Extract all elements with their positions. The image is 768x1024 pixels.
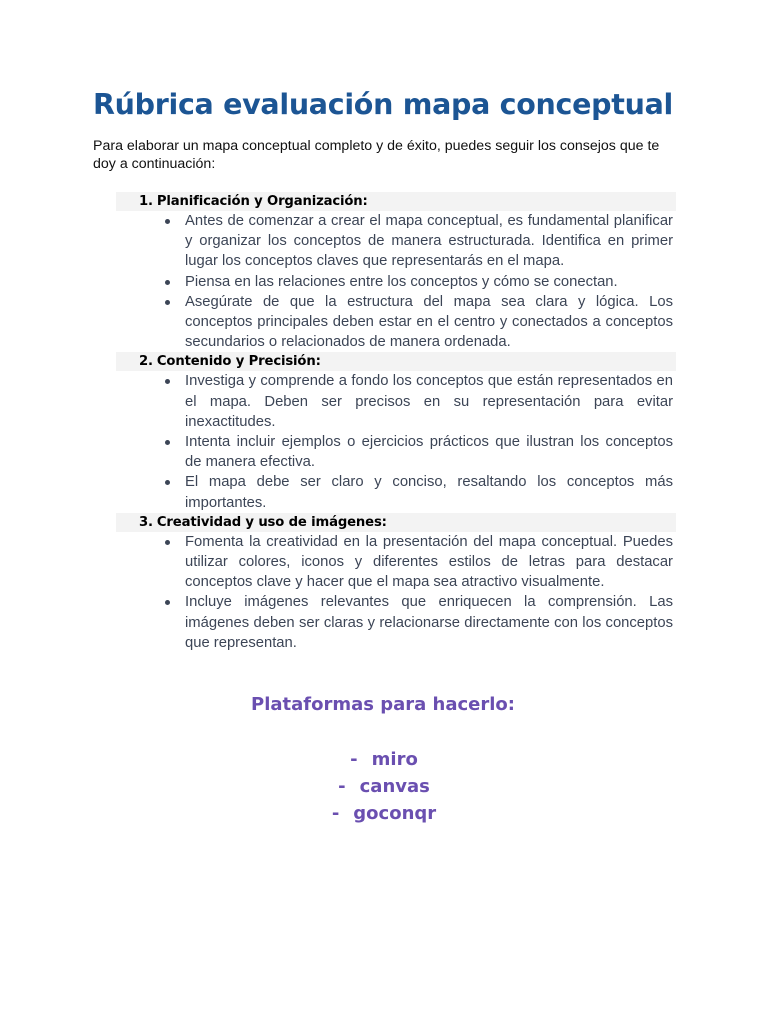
section-heading-text: Creatividad y uso de imágenes: xyxy=(156,514,387,530)
bullet-dot-icon xyxy=(165,480,170,485)
bullet-dot-icon xyxy=(165,280,170,285)
bullet-item xyxy=(116,292,676,353)
bullet-text: Intenta incluir ejemplos o ejercicios prácticos que ilustran los conceptos de manera efectiva. xyxy=(185,434,673,471)
bullet-text: Piensa en las relaciones entre los conceptos y cómo se conectan. xyxy=(185,273,618,290)
intro-paragraph: Para elaborar un mapa conceptual completo y de éxito, puedes seguir los consejos que te doy a continuación: xyxy=(93,138,660,172)
bullet-dot-icon xyxy=(165,600,170,605)
section-number: 3. xyxy=(139,514,153,530)
bullet-text: Asegúrate de que la estructura del mapa sea clara y lógica. Los conceptos principales deben estar en el centro y conectados a conceptos secundarios o relacionados de manera ordenada. xyxy=(185,293,673,351)
section-number: 1. xyxy=(139,194,153,209)
bullet-text: Fomenta la creatividad en la presentación del mapa conceptual. Puedes utilizar colores, iconos y diferentes estilos de letras para destacar conceptos clave y hacer que el mapa sea atractivo visualmente. xyxy=(185,533,673,591)
section-heading xyxy=(116,192,676,211)
bullet-item xyxy=(116,211,676,272)
platform-list xyxy=(0,746,768,827)
bullet-list xyxy=(116,211,676,352)
dash-marker: - xyxy=(338,776,346,797)
section-heading xyxy=(116,352,676,371)
bullet-list xyxy=(116,532,676,653)
bullet-text: El mapa debe ser claro y conciso, resaltando los conceptos más importantes. xyxy=(185,474,673,511)
sections-list xyxy=(116,192,676,653)
section-creatividad xyxy=(116,513,676,653)
bullet-item xyxy=(116,272,676,292)
bullet-text: Antes de comenzar a crear el mapa conceptual, es fundamental planificar y organizar los conceptos de manera estructurada. Identifica en primer lugar los conceptos claves que representarás en el mapa. xyxy=(185,213,673,270)
bullet-dot-icon xyxy=(165,379,170,384)
bullet-dot-icon xyxy=(165,219,170,224)
platform-name: miro xyxy=(371,749,418,770)
bullet-item xyxy=(116,592,676,653)
platform-item-canvas xyxy=(0,773,768,800)
section-contenido xyxy=(116,352,676,512)
section-heading xyxy=(116,513,676,532)
section-heading-text: Contenido y Precisión: xyxy=(156,354,321,370)
dash-marker: - xyxy=(350,749,358,770)
platform-name: goconqr xyxy=(353,803,437,824)
platforms-heading: Plataformas para hacerlo: xyxy=(251,694,515,715)
section-planificacion xyxy=(116,192,676,352)
bullet-text: Investiga y comprende a fondo los conceptos que están representados en el mapa. Deben ser precisos en su representación para evitar inexactitudes. xyxy=(185,373,673,430)
bullet-item xyxy=(116,432,676,472)
section-number: 2. xyxy=(139,354,153,370)
bullet-dot-icon xyxy=(165,300,170,305)
platform-item-goconqr xyxy=(0,800,768,827)
dash-marker: - xyxy=(331,803,340,824)
bullet-dot-icon xyxy=(165,540,170,545)
section-heading-text: Planificación y Organización: xyxy=(156,194,368,209)
platform-name: canvas xyxy=(359,776,430,797)
bullet-item xyxy=(116,532,676,593)
platform-item-miro xyxy=(0,746,768,773)
bullet-item xyxy=(116,472,676,512)
bullet-item xyxy=(116,371,676,432)
bullet-dot-icon xyxy=(165,440,170,445)
bullet-list xyxy=(116,371,676,512)
bullet-text: Incluye imágenes relevantes que enriquecen la comprensión. Las imágenes deben ser claras y relacionarse directamente con los conceptos que representan. xyxy=(185,594,673,651)
page-title: Rúbrica evaluación mapa conceptual xyxy=(93,88,673,121)
